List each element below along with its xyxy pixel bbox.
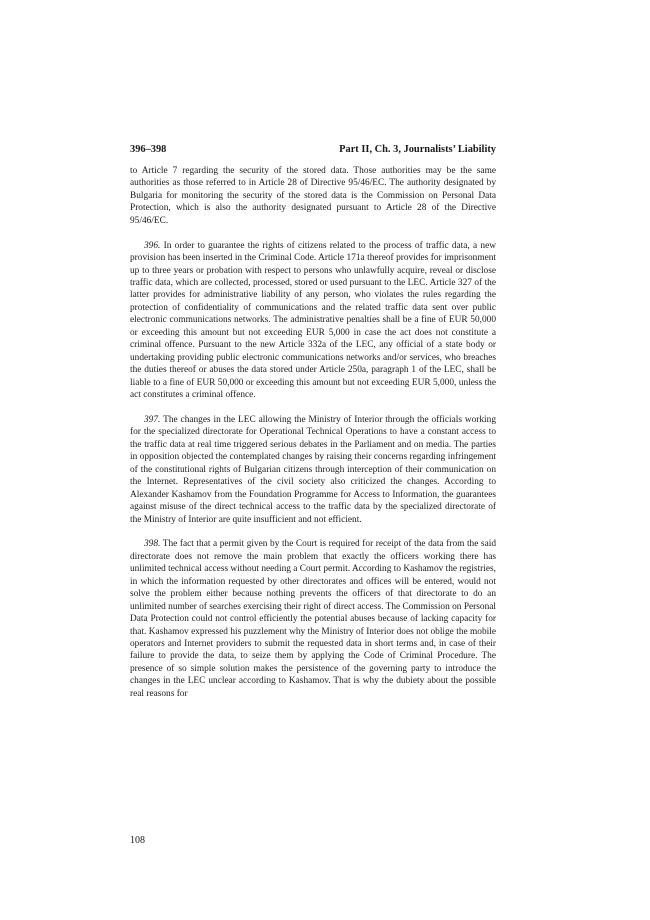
paragraph-398 (130, 538, 496, 700)
paragraph-text: to Article 7 regarding the security of the stored data. Those authorities may be the same authorities as those referred to in Article 28 of Directive 95/46/EC. The authority designated by Bulgaria for monitoring the security of the stored data is the Commission on Personal Data Protection, which is also the authority designated pursuant to Article 28 of the Directive 95/46/EC. (130, 166, 496, 226)
paragraph-continuation (130, 165, 496, 227)
paragraph-text: The fact that a permit given by the Court is required for receipt of the data from the said directorate does not remove the main problem that exactly the officers working there has unlimited technical access without needing a Court permit. According to Kashamov the registries, in which the information requested by other directorates and offices will be entered, would not solve the problem either because nothing prevents the officers of that directorate to do an unlimited number of searches exercising their right of direct access. The Commission on Personal Data Protection could not control efficiently the potential abuses because of lacking capacity for that. Kashamov expressed his puzzlement why the Ministry of Interior does not oblige the mobile operators and Internet providers to submit the requested data in short terms and, in case of their failure to provide the data, to seize them by applying the Code of Criminal Procedure. The presence of so simple solution makes the persistence of the governing party to introduce the changes in the LEC unclear according to Kashamov. That is why the dubiety about the possible real reasons for (130, 539, 496, 699)
paragraph-number: 398. (144, 539, 161, 550)
section-range: 396–398 (130, 144, 167, 155)
page-number: 108 (130, 835, 145, 846)
running-header (130, 143, 496, 157)
paragraph-text: The changes in the LEC allowing the Ministry of Interior through the officials working for the specialized directorate for Operational Technical Operations to have a constant access to the traffic data at real time triggered serious debates in the Parliament and on media. The parties in opposition objected the contemplated changes by raising their concerns regarding infringement of the constitutional rights of Bulgarian citizens through interception of their communication on the Internet. Representatives of the civil society also criticized the changes. According to Alexander Kashamov from the Foundation Programme for Access to Information, the guarantees against misuse of the direct technical access to the traffic data by the specialized directorate of the Ministry of Interior are quite insufficient and not efficient. (130, 414, 496, 525)
paragraph-397 (130, 414, 496, 526)
paragraph-396 (130, 240, 496, 402)
document-page (130, 143, 496, 700)
paragraph-number: 396. (144, 240, 161, 251)
paragraph-number: 397. (144, 414, 161, 425)
paragraph-text: In order to guarantee the rights of citizens related to the process of traffic data, a new provision has been inserted in the Criminal Code. Article 171a thereof provides for imprisonment up to three years or probation with respect to persons who unlawfully acquire, reveal or disclose traffic data, which are collected, processed, stored or used pursuant to the LEC. Article 327 of the latter provides for administrative liability of any person, who violates the rules regarding the protection of confidentiality of communications and the related traffic data sent over public electronic communications networks. The administrative penalties shall be a fine of EUR 50,000 or exceeding this amount but not exceeding EUR 5,000 in case the act does not constitute a criminal offence. Pursuant to the new Article 332a of the LEC, any official of a state body or undertaking providing public electronic communications networks and/or services, who breaches the duties thereof or abuses the data stored under Article 250a, paragraph 1 of the LEC, shall be liable to a fine of EUR 50,000 or exceeding this amount but not exceeding EUR 5,000, unless the act constitutes a criminal offence. (130, 240, 496, 401)
chapter-title: Part II, Ch. 3, Journalists’ Liability (339, 144, 496, 155)
